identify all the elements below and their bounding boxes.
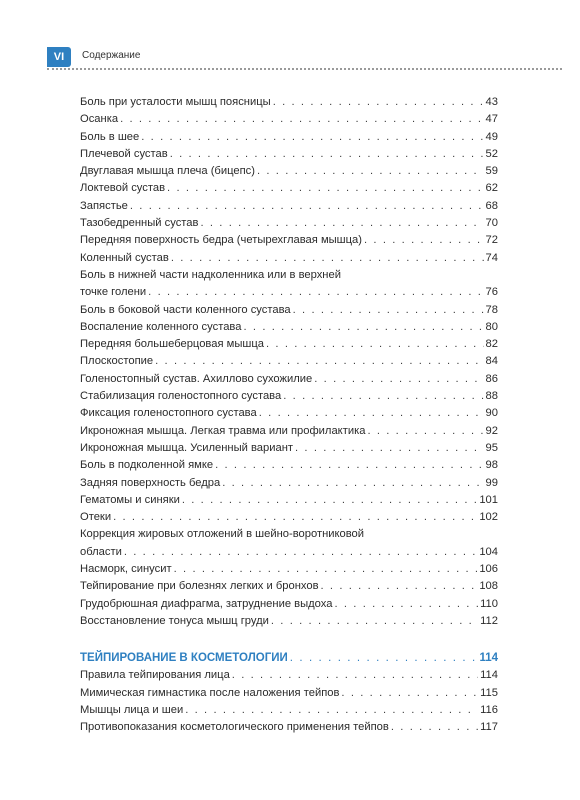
toc-leader-dots (148, 284, 483, 301)
toc-entry[interactable] (80, 440, 498, 457)
toc-entry-title: Правила тейпирования лица (80, 669, 230, 682)
toc-leader-dots (266, 336, 484, 353)
toc-entry-title: Восстановление тонуса мышц груди (80, 614, 269, 627)
toc-entry-title: Передняя поверхность бедра (четырехглавая мышца) (80, 234, 363, 247)
section-heading[interactable] (80, 649, 498, 667)
toc-leader-dots (243, 319, 483, 336)
toc-entry[interactable] (80, 94, 498, 111)
toc-leader-dots (293, 302, 484, 319)
toc-leader-dots (367, 423, 483, 440)
toc-leader-dots (120, 111, 483, 128)
toc-entry-page: 76 (485, 286, 498, 299)
toc-entry-title: Фиксация голеностопного сустава (80, 407, 257, 420)
toc-entry[interactable] (80, 702, 498, 719)
toc-entry[interactable] (80, 423, 498, 440)
toc-entry-page: 98 (485, 459, 498, 472)
toc-entry[interactable] (80, 163, 498, 180)
toc-entry-page: 74 (485, 251, 498, 264)
toc-entry-title: Голеностопный сустав. Ахиллово сухожилие (80, 372, 313, 385)
toc-entry-title: Запястье (80, 199, 128, 212)
toc-entry-title: Грудобрюшная диафрагма, затруднение выдоха (80, 597, 333, 610)
toc-leader-dots (171, 250, 484, 267)
toc-leader-dots (273, 94, 484, 111)
toc-entry-title: Задняя поверхность бедра (80, 476, 221, 489)
toc-leader-dots (215, 457, 483, 474)
section-spacer (80, 630, 498, 649)
toc-entry-title: точке голени (80, 286, 147, 299)
toc-leader-dots (334, 596, 478, 613)
header-divider (47, 68, 562, 70)
toc-leader-dots (257, 163, 484, 180)
toc-entry[interactable] (80, 371, 498, 388)
toc-entry-title: Гематомы и синяки (80, 493, 180, 506)
toc-entry[interactable] (80, 388, 498, 405)
toc-entry-page: 99 (485, 476, 498, 489)
toc-leader-dots (200, 215, 483, 232)
toc-entry[interactable] (80, 250, 498, 267)
toc-leader-dots (185, 702, 478, 719)
toc-entry[interactable] (80, 719, 498, 736)
toc-entry[interactable] (80, 284, 498, 301)
toc-entry-page: 116 (480, 703, 498, 716)
toc-entry[interactable] (80, 509, 498, 526)
toc-entry[interactable] (80, 544, 498, 561)
toc-entry-page: 104 (479, 545, 498, 558)
toc-entry-title-line: Боль в нижней части надколенника или в верхней (80, 268, 341, 281)
section-heading-title: ТЕЙПИРОВАНИЕ В КОСМЕТОЛОГИИ (80, 652, 288, 665)
toc-entry-title: Насморк, синусит (80, 563, 172, 576)
toc-entry[interactable] (80, 319, 498, 336)
toc-entry-page: 106 (479, 563, 498, 576)
toc-entry-page: 52 (485, 147, 498, 160)
toc-entry-page: 114 (480, 669, 498, 682)
toc-entry-title: Мышцы лица и шеи (80, 703, 184, 716)
section-heading-page: 114 (479, 652, 498, 665)
toc-entry-title: Икроножная мышца. Легкая травма или профилактика (80, 424, 366, 437)
toc-entry-page: 84 (485, 355, 498, 368)
toc-entry-page: 80 (485, 320, 498, 333)
toc-entry-page: 117 (480, 721, 498, 734)
toc-entry-title: Икроножная мышца. Усиленный вариант (80, 441, 293, 454)
toc-leader-dots (341, 685, 478, 702)
toc-entry-title: Плечевой сустав (80, 147, 168, 160)
toc-leader-dots (321, 578, 478, 595)
toc-entry-page: 43 (485, 96, 498, 108)
toc-entry-title: Боль в подколенной ямке (80, 459, 214, 472)
toc-leader-dots (232, 667, 478, 684)
toc-leader-dots (155, 353, 483, 370)
toc-entry-title: Боль в боковой части коленного сустава (80, 303, 291, 316)
toc-entry-page: 92 (485, 424, 498, 437)
toc-entry-title: Двуглавая мышца плеча (бицепс) (80, 165, 255, 178)
toc-entry-page: 86 (485, 372, 498, 385)
toc-entry-page: 72 (485, 234, 498, 247)
toc-entry[interactable] (80, 596, 498, 613)
toc-entry-title: Мимическая гимнастика после наложения тейпов (80, 686, 340, 699)
toc-entry[interactable] (80, 613, 498, 630)
toc-entry[interactable] (80, 475, 498, 492)
toc-entry-page: 90 (485, 407, 498, 420)
toc-leader-dots (182, 492, 477, 509)
toc-entry-page: 102 (479, 511, 498, 524)
toc-entry-page: 62 (485, 182, 498, 195)
toc-leader-dots (271, 613, 478, 630)
toc-entry-title: Передняя большеберцовая мышца (80, 338, 264, 351)
toc-entry-title: Противопоказания косметологического применения тейпов (80, 721, 389, 734)
toc-leader-dots (314, 371, 483, 388)
toc-entry-title: Воспаление коленного сустава (80, 320, 242, 333)
toc-entry-title: Отеки (80, 511, 112, 524)
toc-leader-dots (283, 388, 483, 405)
table-of-contents (80, 94, 498, 736)
toc-leader-dots (141, 129, 483, 146)
toc-entry[interactable] (80, 685, 498, 702)
toc-entry-page: 47 (485, 113, 498, 126)
toc-entry-page: 78 (485, 303, 498, 316)
toc-entry[interactable] (80, 180, 498, 197)
toc-entry[interactable] (80, 492, 498, 509)
toc-entry[interactable] (80, 353, 498, 370)
toc-entry[interactable] (80, 129, 498, 146)
toc-entry-page: 49 (485, 130, 498, 143)
toc-entry[interactable] (80, 561, 498, 578)
toc-entry-page: 59 (485, 165, 498, 178)
toc-entry[interactable] (80, 578, 498, 595)
toc-entry-title-line: Коррекция жировых отложений в шейно-воротниковой (80, 528, 365, 541)
toc-entry-page: 115 (480, 686, 498, 699)
toc-entry[interactable] (80, 667, 498, 684)
toc-entry-title: Плоскостопие (80, 355, 154, 368)
toc-entry-page: 95 (485, 441, 498, 454)
toc-entry[interactable] (80, 198, 498, 215)
toc-entry[interactable] (80, 215, 498, 232)
toc-leader-dots (170, 146, 484, 163)
toc-leader-dots (130, 198, 484, 215)
toc-leader-dots (391, 719, 478, 736)
toc-entry-title: Тазобедренный сустав (80, 217, 199, 230)
toc-entry[interactable] (80, 146, 498, 163)
toc-entry-title: области (80, 545, 122, 558)
toc-entry[interactable] (80, 111, 498, 128)
toc-entry-page: 82 (485, 338, 498, 351)
running-title: Содержание (82, 50, 141, 61)
toc-entry[interactable] (80, 232, 498, 249)
toc-leader-dots (290, 649, 478, 667)
toc-leader-dots (222, 475, 483, 492)
toc-entry-title: Локтевой сустав (80, 182, 166, 195)
toc-leader-dots (124, 544, 477, 561)
toc-entry-title: Коленный сустав (80, 251, 169, 264)
toc-entry-page: 88 (485, 390, 498, 403)
toc-entry[interactable] (80, 457, 498, 474)
toc-entry-page: 112 (480, 614, 498, 627)
toc-entry-title: Осанка (80, 113, 119, 126)
toc-entry-title: Боль в шее (80, 130, 140, 143)
toc-leader-dots (167, 180, 484, 197)
toc-entry-page: 70 (485, 217, 498, 230)
toc-entry-page: 110 (480, 597, 498, 610)
toc-entry[interactable] (80, 302, 498, 319)
toc-entry-page: 101 (479, 493, 498, 506)
toc-entry-title: Тейпирование при болезнях легких и бронхов (80, 580, 319, 593)
toc-entry-page: 108 (479, 580, 498, 593)
toc-entry-page: 68 (485, 199, 498, 212)
toc-entry[interactable] (80, 405, 498, 422)
toc-leader-dots (174, 561, 478, 578)
toc-leader-dots (259, 405, 484, 422)
toc-entry-title: Боль при усталости мышц поясницы (80, 96, 271, 108)
page-number-badge: VI (47, 47, 71, 67)
toc-entry[interactable] (80, 336, 498, 353)
toc-leader-dots (364, 232, 484, 249)
toc-leader-dots (295, 440, 484, 457)
toc-leader-dots (113, 509, 477, 526)
toc-entry-title: Стабилизация голеностопного сустава (80, 390, 282, 403)
